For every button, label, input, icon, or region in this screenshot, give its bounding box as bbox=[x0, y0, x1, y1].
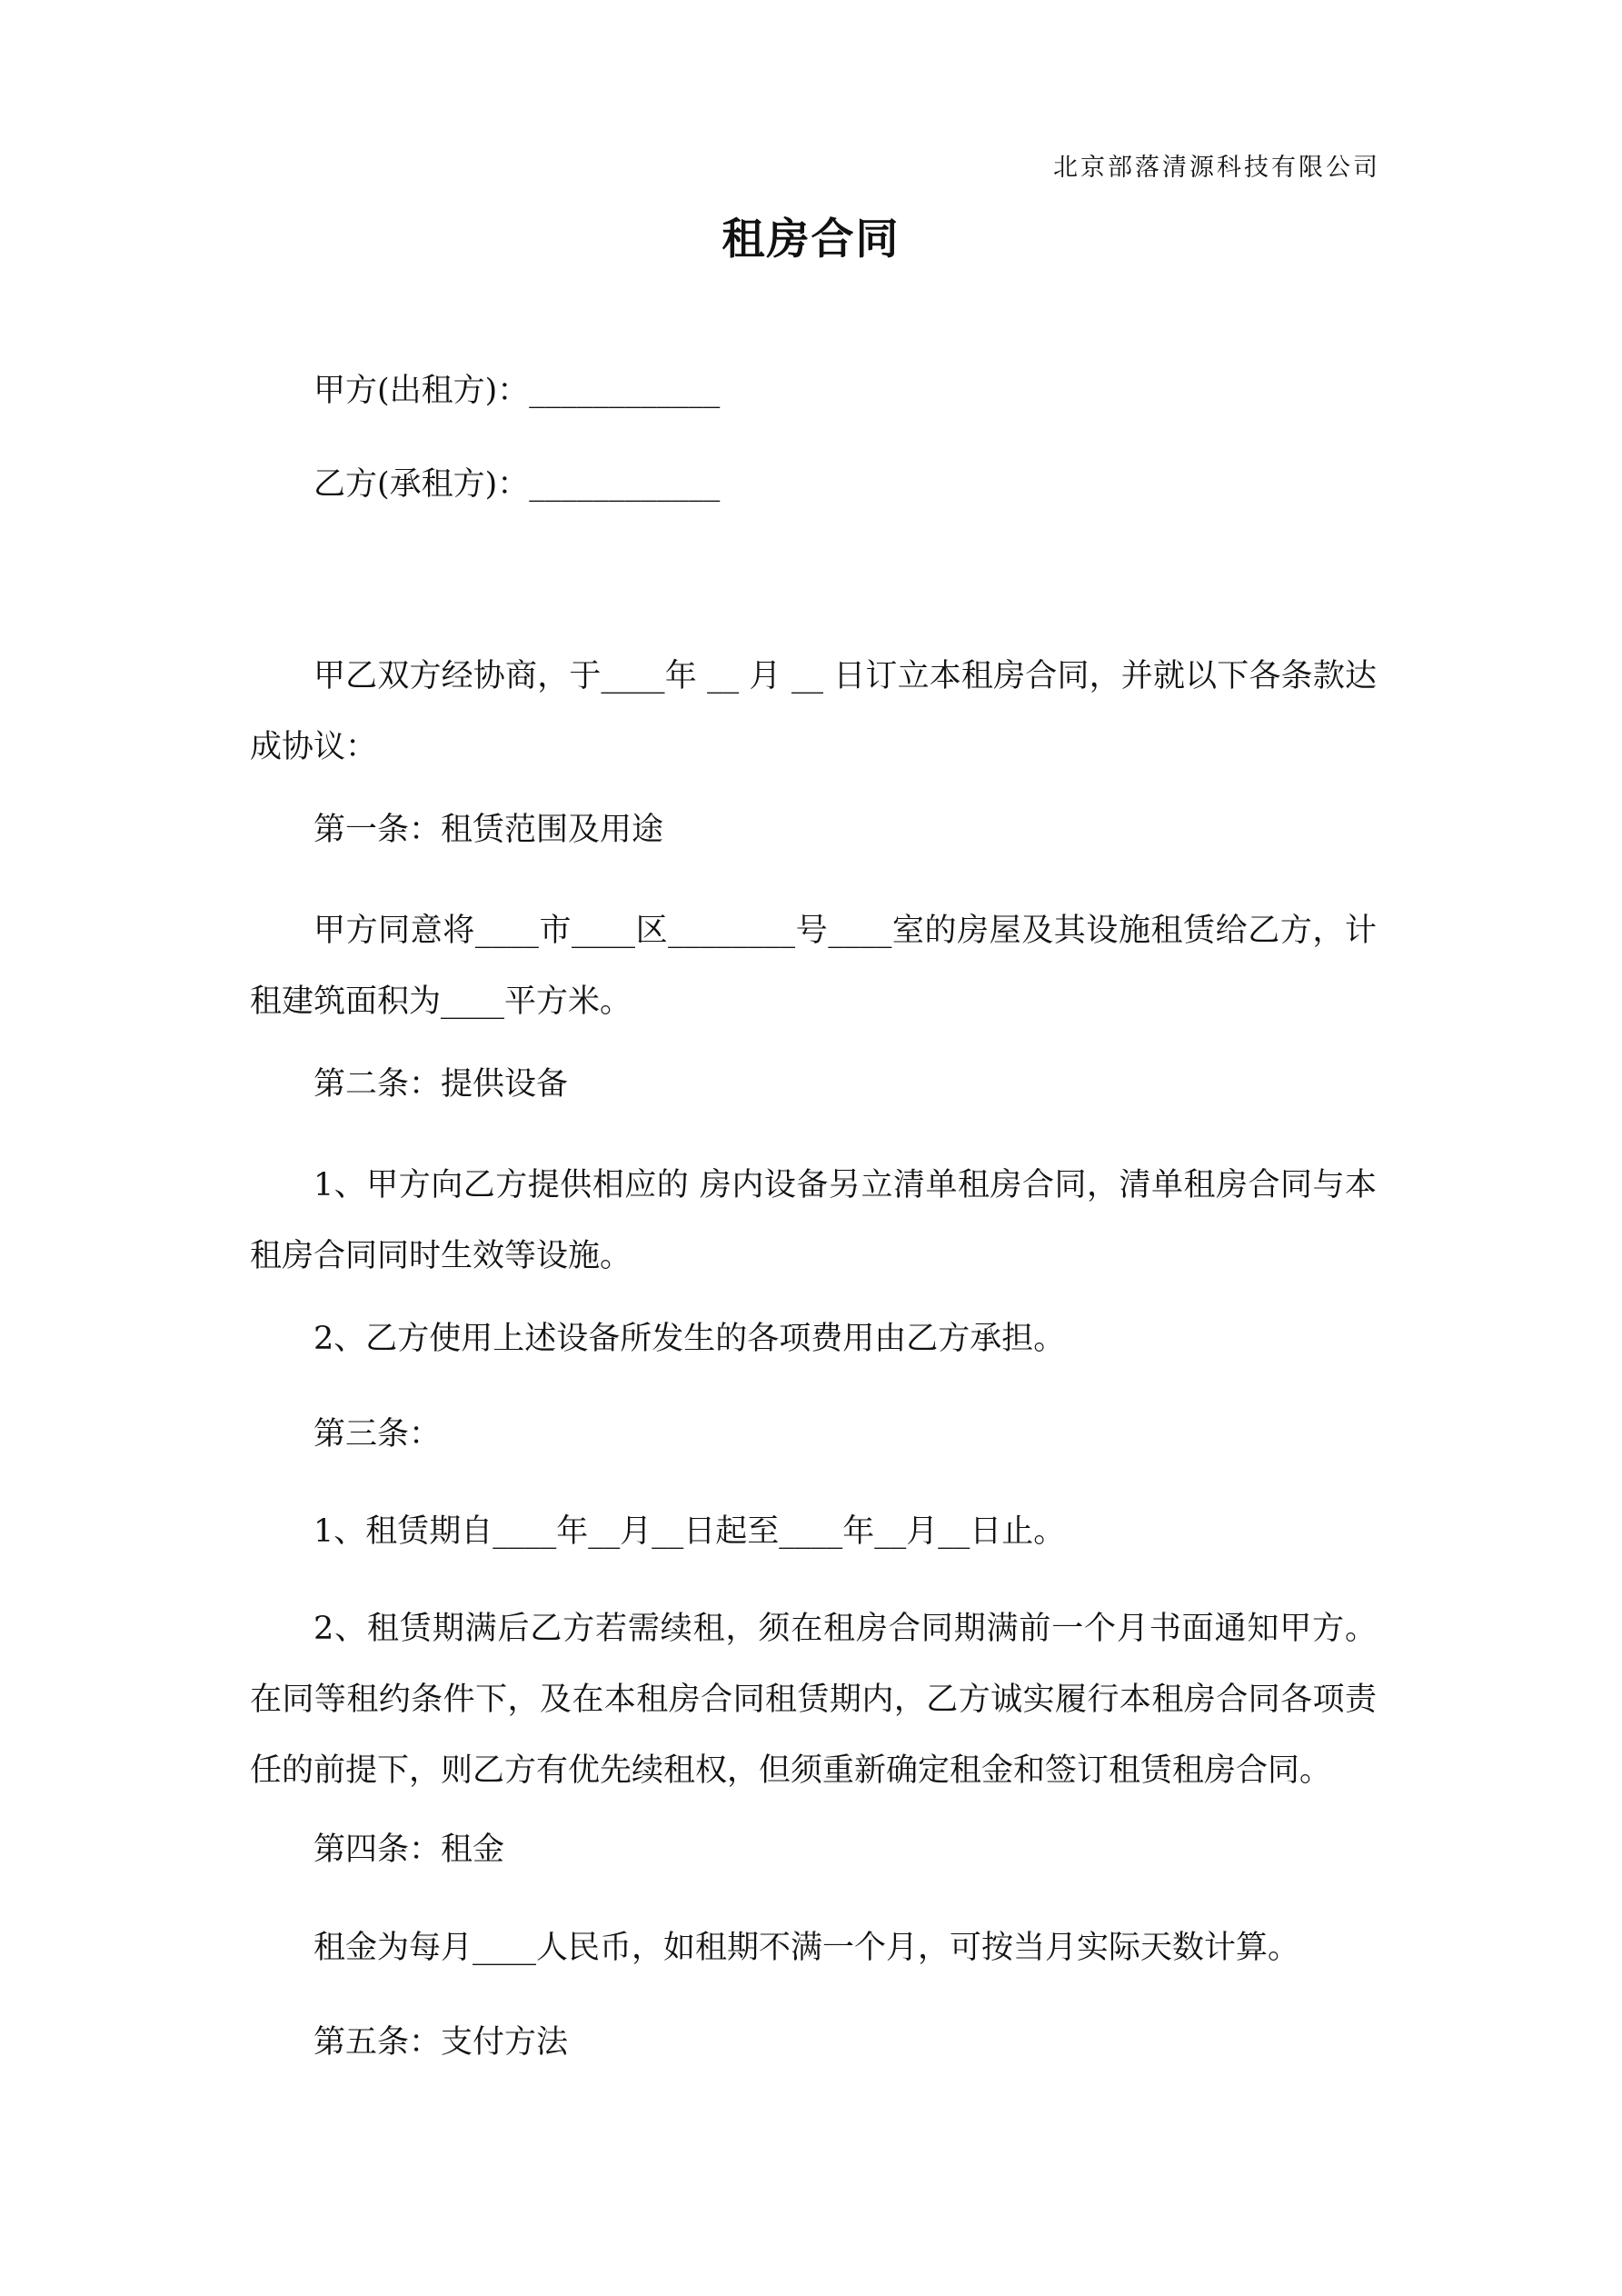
article-2-item-2: 2、乙方使用上述设备所发生的各项费用由乙方承担。 bbox=[313, 1321, 1066, 1357]
company-name: 北京部落清源科技有限公司 bbox=[1053, 154, 1380, 182]
article-4-text: 租金为每月____人民币，如租期不满一个月，可按当月实际天数计算。 bbox=[313, 1930, 1300, 1966]
article-2-heading: 第二条：提供设备 bbox=[313, 1066, 569, 1103]
party-b-line: 乙方(承租方)：____________ bbox=[313, 466, 721, 503]
article-1-text: 甲方同意将____市____区________号____室的房屋及其设施租赁给乙方，计租建筑面积为____平方米。 bbox=[250, 913, 1377, 1020]
article-3-item-1: 1、租赁期自____年__月__日起至____年__月__日止。 bbox=[313, 1513, 1066, 1550]
page-title: 租房合同 bbox=[721, 215, 901, 265]
party-a-line: 甲方(出租方)：____________ bbox=[313, 373, 721, 409]
article-1-heading: 第一条：租赁范围及用途 bbox=[313, 812, 664, 848]
article-3-heading: 第三条： bbox=[313, 1416, 442, 1452]
preamble-paragraph: 甲乙双方经协商，于____年 __ 月 __ 日订立本租房合同，并就以下各条款达成协议： bbox=[250, 658, 1377, 765]
article-2-item-1: 1、甲方向乙方提供相应的 房内设备另立清单租房合同，清单租房合同与本租房合同同时生效等设施。 bbox=[250, 1167, 1377, 1274]
article-5-heading: 第五条：支付方法 bbox=[313, 2024, 569, 2061]
article-4-heading: 第四条：租金 bbox=[313, 1832, 505, 1868]
article-3-item-2: 2、租赁期满后乙方若需续租，须在租房合同期满前一个月书面通知甲方。在同等租约条件下，及在本租房合同租赁期内，乙方诚实履行本租房合同各项责任的前提下，则乙方有优先续租权，但须重新确定租金和签订租赁租房合同。 bbox=[250, 1611, 1377, 1789]
